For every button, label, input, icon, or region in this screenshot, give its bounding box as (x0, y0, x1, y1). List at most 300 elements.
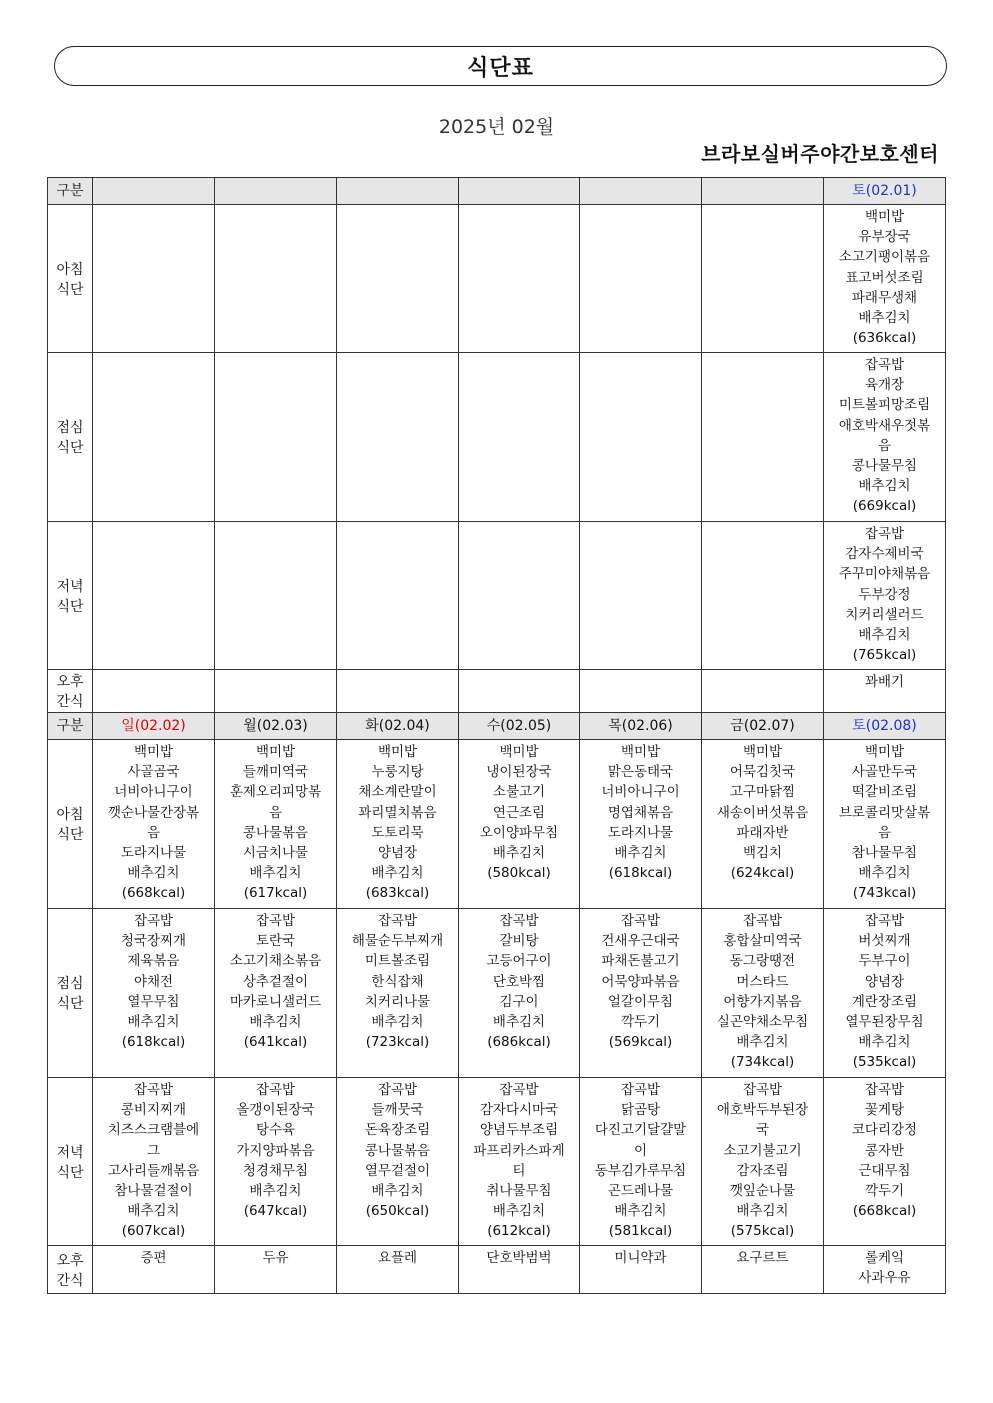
menu-item: 배추김치 (736, 1034, 789, 1051)
week2-lunch-row (48, 909, 946, 1078)
menu-cell (459, 909, 580, 1078)
menu-item: 음 (877, 437, 892, 454)
menu-item: 배추김치 (249, 1014, 302, 1031)
menu-item: 깍두기 (620, 1014, 661, 1031)
menu-item: 꽈리멸치볶음 (358, 804, 437, 821)
menu-cell (824, 353, 946, 522)
lunch-label (48, 909, 93, 1078)
dinner-label-text: 식단 (56, 1164, 84, 1181)
snack-label (48, 1246, 93, 1294)
menu-item: 배추김치 (127, 865, 180, 882)
header-label-text: 구분 (56, 183, 84, 199)
day-header (580, 178, 702, 205)
menu-item: 떡갈비조림 (851, 784, 918, 801)
header-label (48, 178, 93, 205)
menu-item: 배추김치 (492, 845, 546, 862)
menu-cell (580, 205, 702, 353)
menu-item: 단호박범벅 (486, 1250, 552, 1266)
week1-dinner-row (48, 522, 946, 670)
menu-item: 잡곡밥 (742, 913, 783, 929)
menu-cell (824, 1246, 946, 1294)
menu-item: 열무겉절이 (364, 1162, 431, 1179)
menu-cell (337, 1246, 459, 1294)
menu-item: (668kcal) (121, 885, 186, 902)
menu-item: 배추김치 (858, 478, 911, 495)
menu-item: 오이양파무침 (479, 824, 559, 841)
menu-item: 미트볼조림 (364, 953, 431, 970)
snack-label-text: 오후 (56, 1252, 84, 1269)
menu-item: 맑은동태국 (607, 764, 674, 781)
day-header (459, 178, 580, 205)
dinner-label-text: 저녁 (56, 1144, 84, 1161)
menu-item: 잡곡밥 (499, 1082, 539, 1098)
menu-item: 채소계란말이 (358, 784, 437, 801)
day-header: 수(02.05) (459, 713, 580, 740)
menu-item: 파래무생채 (851, 289, 918, 306)
menu-cell (215, 740, 337, 909)
menu-item: 해물순두부찌개 (351, 933, 444, 950)
menu-item: 백미밥 (620, 744, 661, 760)
menu-cell (459, 522, 580, 670)
menu-item: 콩나물볶음 (364, 1142, 431, 1159)
menu-item: 치커리나물 (364, 993, 431, 1010)
menu-item: 청경채무침 (242, 1162, 309, 1179)
menu-item: 버섯찌개 (858, 933, 911, 950)
menu-item: 계란장조림 (851, 993, 918, 1010)
menu-item: (617kcal) (243, 885, 308, 902)
menu-cell (580, 1078, 702, 1246)
menu-item: 닭곰탕 (620, 1102, 661, 1119)
week2-snack-row (48, 1246, 946, 1294)
menu-item: 잡곡밥 (255, 913, 296, 929)
menu-cell (702, 670, 824, 713)
menu-item: 김구이 (499, 993, 539, 1010)
menu-cell (824, 740, 946, 909)
snack-label (48, 670, 93, 713)
menu-item: 잡곡밥 (377, 1082, 418, 1098)
menu-item: 단호박찜 (492, 973, 546, 990)
menu-cell (702, 909, 824, 1078)
menu-cell (215, 670, 337, 713)
menu-item: (686kcal) (487, 1034, 551, 1051)
menu-item: 백미밥 (864, 209, 905, 225)
menu-item: 치즈스크램블에 (107, 1122, 200, 1139)
menu-cell (337, 909, 459, 1078)
snack-label-text: 간식 (56, 694, 84, 710)
menu-item: 소고기불고기 (723, 1142, 802, 1159)
day-header (215, 178, 337, 205)
menu-item: 애호박새우젓볶 (838, 417, 931, 434)
menu-item: 갈비탕 (499, 933, 539, 950)
menu-item: 배추김치 (371, 1014, 424, 1031)
menu-cell (93, 1246, 215, 1294)
day-header: 화(02.04) (337, 713, 459, 740)
menu-item: 건새우근대국 (601, 933, 680, 950)
menu-item: (575kcal) (730, 1223, 795, 1240)
menu-item: 백미밥 (499, 744, 539, 760)
header-label (48, 713, 93, 740)
menu-item: 도라지나물 (607, 824, 674, 841)
week2-dinner-row (48, 1078, 946, 1246)
menu-item: 곤드레나물 (607, 1183, 674, 1200)
menu-item: 배추김치 (371, 1183, 424, 1200)
day-header: 일(02.02) (93, 713, 215, 740)
menu-cell (459, 670, 580, 713)
menu-item: 동부김가루무침 (594, 1162, 687, 1179)
menu-item: 제육볶음 (127, 953, 180, 970)
menu-item: 어향가지볶음 (723, 993, 802, 1010)
menu-item: 배추김치 (127, 1014, 180, 1031)
menu-item: (683kcal) (365, 885, 430, 902)
menu-cell (702, 1246, 824, 1294)
menu-cell (580, 353, 702, 522)
menu-item: 요플레 (377, 1250, 418, 1266)
menu-item: 잡곡밥 (133, 1082, 174, 1098)
menu-item: 두부강정 (858, 586, 911, 603)
menu-item: 도라지나물 (120, 845, 187, 862)
breakfast-label (48, 740, 93, 909)
menu-item: 증편 (140, 1250, 167, 1266)
menu-item: 깍두기 (864, 1183, 905, 1200)
menu-cell (337, 353, 459, 522)
menu-table (47, 177, 946, 1294)
day-header (337, 178, 459, 205)
menu-item: 양념장 (864, 973, 905, 990)
menu-item: 소불고기 (492, 784, 546, 801)
menu-cell (824, 670, 946, 713)
menu-cell (93, 909, 215, 1078)
menu-item: 연근조림 (492, 804, 546, 821)
menu-item: (624kcal) (730, 865, 795, 882)
menu-item: 배추김치 (858, 1034, 911, 1051)
menu-cell (215, 522, 337, 670)
header-label-text: 구분 (56, 718, 84, 734)
lunch-label-text: 점심 (56, 420, 84, 436)
menu-item: 돈육장조림 (364, 1122, 431, 1139)
menu-item: 백미밥 (742, 744, 783, 760)
menu-item: 잡곡밥 (864, 1082, 905, 1098)
menu-item: 티 (512, 1162, 526, 1179)
menu-cell (459, 1246, 580, 1294)
menu-item: 배추김치 (127, 1203, 180, 1220)
menu-item: 감자조림 (736, 1162, 789, 1179)
menu-item: 콩비지찌개 (120, 1102, 187, 1119)
menu-item: 양념장 (377, 845, 418, 862)
menu-cell (337, 522, 459, 670)
menu-cell (215, 1246, 337, 1294)
menu-cell (824, 1078, 946, 1246)
menu-item: 배추김치 (492, 1014, 546, 1031)
menu-item: 사골곰국 (127, 764, 180, 781)
menu-cell (215, 353, 337, 522)
menu-item: 잡곡밥 (620, 913, 661, 929)
menu-item: 들깨미역국 (242, 764, 309, 781)
menu-item: 요구르트 (736, 1250, 789, 1266)
menu-item: 감자다시마국 (479, 1102, 559, 1119)
menu-item: 다진고기달걀말 (594, 1122, 687, 1139)
menu-item: 잡곡밥 (864, 526, 905, 542)
menu-item: 배추김치 (858, 865, 911, 882)
week1-lunch-row (48, 353, 946, 522)
menu-item: 백김치 (742, 845, 783, 862)
menu-item: 열무된장무침 (845, 1014, 924, 1031)
menu-item: 사골만두국 (851, 764, 918, 781)
menu-item: 배추김치 (249, 1183, 302, 1200)
menu-item: 파래자반 (736, 824, 789, 841)
menu-item: 잡곡밥 (864, 357, 905, 373)
menu-item: (535kcal) (852, 1054, 917, 1071)
menu-item: 잡곡밥 (133, 913, 174, 929)
menu-item: 소고기채소볶음 (229, 953, 322, 970)
lunch-label-text: 식단 (56, 996, 84, 1012)
menu-item: 깻잎순나물 (729, 1183, 796, 1200)
menu-item: 실곤약채소무침 (716, 1014, 809, 1031)
menu-item: 너비아니구이 (114, 784, 193, 801)
menu-item: (580kcal) (487, 865, 551, 882)
menu-item: (581kcal) (608, 1223, 673, 1240)
menu-item: 한식잡채 (371, 973, 424, 990)
day-header (93, 178, 215, 205)
menu-cell (337, 205, 459, 353)
day-header: 목(02.06) (580, 713, 702, 740)
menu-item: 올갱이된장국 (236, 1102, 315, 1119)
menu-cell (337, 670, 459, 713)
menu-item: 청국장찌개 (120, 933, 187, 950)
menu-table-body (48, 178, 946, 1294)
menu-cell (702, 522, 824, 670)
day-header: 금(02.07) (702, 713, 824, 740)
menu-item: 잡곡밥 (377, 913, 418, 929)
menu-item: 어묵김칫국 (729, 764, 796, 781)
menu-item: 표고버섯조림 (845, 269, 924, 286)
menu-cell (702, 205, 824, 353)
menu-item: 콩자반 (864, 1142, 905, 1159)
title-box (54, 46, 947, 86)
lunch-label (48, 353, 93, 522)
menu-cell (215, 909, 337, 1078)
lunch-label-text: 점심 (56, 976, 84, 992)
menu-item: 배추김치 (736, 1203, 789, 1220)
menu-item: 마카로니샐러드 (229, 993, 322, 1010)
menu-item: (650kcal) (365, 1203, 430, 1220)
menu-item: 배추김치 (858, 310, 911, 327)
menu-cell (337, 740, 459, 909)
menu-item: 훈제오리피망볶 (229, 784, 322, 801)
menu-item: 주꾸미야채볶음 (838, 566, 931, 583)
menu-cell (824, 522, 946, 670)
week1-snack-row (48, 670, 946, 713)
menu-item: 상추겉절이 (242, 973, 309, 990)
menu-item: 소고기팽이볶음 (838, 249, 931, 266)
menu-item: 음 (877, 824, 892, 841)
menu-item: 취나물무침 (486, 1183, 552, 1200)
menu-item: 얼갈이무침 (607, 993, 674, 1010)
menu-item: (569kcal) (608, 1034, 673, 1051)
menu-cell (580, 522, 702, 670)
dinner-label (48, 1078, 93, 1246)
week1-breakfast-row (48, 205, 946, 353)
menu-cell (459, 353, 580, 522)
menu-item: 잡곡밥 (742, 1082, 783, 1098)
menu-item: 그 (146, 1142, 161, 1159)
menu-item: 이 (633, 1142, 648, 1159)
dinner-label-text: 저녁 (56, 578, 84, 595)
menu-item: 꽈배기 (864, 674, 905, 690)
breakfast-label (48, 205, 93, 353)
menu-item: 미니약과 (614, 1250, 667, 1266)
snack-label-text: 오후 (56, 674, 84, 690)
menu-item: 백미밥 (377, 744, 418, 760)
month-subtitle: 2025년 02월 (438, 116, 555, 138)
menu-item: 야채전 (133, 973, 174, 990)
menu-cell (459, 1078, 580, 1246)
day-header: 토(02.08) (824, 713, 946, 740)
menu-cell (580, 670, 702, 713)
menu-item: 브로콜리맛살볶 (838, 804, 931, 821)
menu-item: 동그랑땡전 (729, 953, 796, 970)
menu-item: (647kcal) (243, 1203, 308, 1220)
snack-label-text: 간식 (56, 1272, 84, 1289)
menu-cell (93, 670, 215, 713)
menu-item: 사과우유 (858, 1270, 911, 1287)
menu-item: 롤케잌 (864, 1250, 905, 1266)
menu-item: 배추김치 (371, 865, 424, 882)
menu-item: 홍합살미역국 (723, 933, 802, 950)
menu-item: 머스타드 (736, 973, 789, 990)
week2-breakfast-row (48, 740, 946, 909)
menu-item: 잡곡밥 (864, 913, 905, 929)
menu-item: 잡곡밥 (255, 1082, 296, 1098)
menu-item: 참나물겉절이 (114, 1183, 193, 1200)
menu-item: 깻순나물간장볶 (107, 804, 200, 821)
menu-cell (215, 1078, 337, 1246)
menu-item: 백미밥 (133, 744, 174, 760)
menu-item: (734kcal) (730, 1054, 795, 1071)
menu-cell (459, 740, 580, 909)
lunch-label-text: 식단 (56, 440, 84, 456)
menu-item: 두유 (262, 1250, 289, 1266)
menu-cell (93, 1078, 215, 1246)
menu-item: (669kcal) (852, 498, 917, 515)
menu-item: 탕수육 (255, 1122, 296, 1139)
day-header (702, 178, 824, 205)
menu-cell (215, 205, 337, 353)
menu-item: 콩나물무침 (851, 458, 918, 475)
breakfast-label-text: 식단 (56, 827, 84, 843)
menu-item: 배추김치 (492, 1203, 546, 1220)
menu-cell (702, 1078, 824, 1246)
menu-item: 코다리강정 (851, 1122, 918, 1139)
menu-item: 백미밥 (864, 744, 905, 760)
menu-item: 배추김치 (858, 627, 911, 644)
menu-item: 잡곡밥 (499, 913, 539, 929)
menu-item: 국 (755, 1122, 770, 1139)
menu-cell (93, 740, 215, 909)
menu-item: 참나물무침 (851, 845, 918, 862)
menu-item: (607kcal) (121, 1223, 186, 1240)
menu-item: 치커리샐러드 (845, 606, 924, 623)
menu-item: (612kcal) (487, 1223, 551, 1240)
menu-item: 누룽지탕 (371, 764, 424, 781)
page-title: 식단표 (467, 55, 534, 81)
menu-cell (824, 205, 946, 353)
menu-item: 고등어구이 (486, 953, 552, 970)
week1-header-row (48, 178, 946, 205)
menu-item: (618kcal) (121, 1034, 186, 1051)
menu-item: (636kcal) (852, 330, 917, 347)
day-header: 토(02.01) (824, 178, 946, 205)
menu-cell (580, 740, 702, 909)
menu-item: 고구마닭찜 (729, 784, 796, 801)
dinner-label-text: 식단 (56, 598, 84, 615)
menu-cell (93, 205, 215, 353)
menu-item: 육개장 (864, 377, 905, 394)
menu-cell (580, 1246, 702, 1294)
menu-item: 근대무침 (858, 1162, 911, 1179)
menu-item: 감자수제비국 (845, 546, 924, 563)
week2-header-row (48, 713, 946, 740)
menu-cell (459, 205, 580, 353)
menu-item: 명엽채볶음 (607, 804, 674, 821)
menu-item: (765kcal) (852, 647, 917, 664)
menu-item: (641kcal) (243, 1034, 308, 1051)
menu-item: 유부장국 (858, 229, 911, 246)
menu-item: 배추김치 (249, 865, 302, 882)
menu-item: 백미밥 (255, 744, 296, 760)
menu-item: (743kcal) (852, 885, 917, 902)
menu-item: 들깨뭇국 (371, 1102, 424, 1119)
breakfast-label-text: 아침 (56, 261, 84, 278)
menu-item: 냉이된장국 (486, 764, 552, 781)
menu-item: 파채돈불고기 (601, 953, 680, 970)
menu-item: 가지양파볶음 (236, 1142, 315, 1159)
menu-item: 파프리카스파게 (473, 1142, 565, 1159)
menu-cell (337, 1078, 459, 1246)
menu-item: 잡곡밥 (620, 1082, 661, 1098)
menu-item: 너비아니구이 (601, 784, 680, 801)
menu-item: 콩나물볶음 (242, 824, 309, 841)
menu-cell (93, 522, 215, 670)
menu-item: 토란국 (255, 933, 296, 950)
menu-item: 양념두부조림 (479, 1122, 559, 1139)
day-header: 월(02.03) (215, 713, 337, 740)
breakfast-label-text: 식단 (56, 281, 84, 298)
menu-item: 음 (268, 804, 283, 821)
menu-item: 미트볼피망조림 (838, 397, 931, 414)
menu-item: 배추김치 (614, 845, 667, 862)
menu-cell (93, 353, 215, 522)
menu-item: 배추김치 (614, 1203, 667, 1220)
center-name: 브라보실버주야간보호센터 (701, 142, 939, 166)
menu-item: 애호박두부된장 (716, 1102, 809, 1119)
breakfast-label-text: 아침 (56, 807, 84, 823)
menu-item: 음 (146, 824, 161, 841)
dinner-label (48, 522, 93, 670)
menu-cell (702, 740, 824, 909)
menu-item: 두부구이 (858, 953, 911, 970)
menu-item: 고사리들깨볶음 (107, 1162, 200, 1179)
menu-item: 시금치나물 (242, 845, 309, 862)
menu-cell (580, 909, 702, 1078)
menu-item: 어묵양파볶음 (601, 973, 680, 990)
menu-item: 도토리묵 (371, 824, 424, 841)
menu-item: 열무무침 (127, 993, 180, 1010)
menu-cell (824, 909, 946, 1078)
menu-item: 새송이버섯볶음 (716, 804, 809, 821)
menu-item: (618kcal) (608, 865, 673, 882)
menu-cell (702, 353, 824, 522)
menu-item: 꽃게탕 (864, 1102, 905, 1119)
